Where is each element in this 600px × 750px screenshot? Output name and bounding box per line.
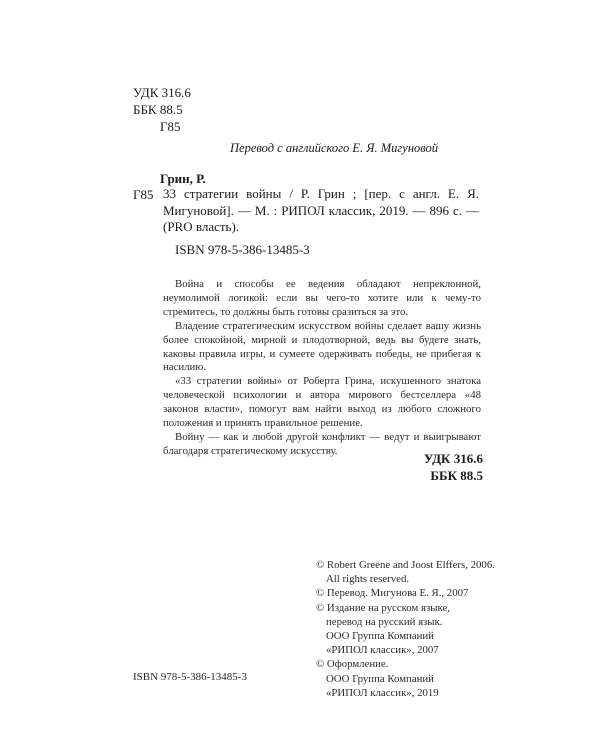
author-code-left: Г85 [133, 187, 154, 202]
udk-code-bottom: УДК 316.6 [423, 451, 483, 466]
bibliographic-description: 33 стратегии войны / Р. Грин ; [пер. с англ. Е. Я. Мигуновой]. — М. : РИПОЛ классик, 2019. — 896 с. — (PRO власть). [163, 186, 479, 234]
copyright-line: «РИПОЛ классик», 2007 [326, 644, 439, 657]
udk-code: УДК 316.6 [133, 85, 191, 100]
isbn-main: ISBN 978-5-386-13485-3 [175, 242, 310, 257]
author-name: Грин, Р. [160, 171, 206, 186]
annotation-paragraph: Владение стратегическим искусством войны сделает вашу жизнь более спокойной, мирной и плодотворной, ведь вы будете знать, каковы правила игры, и сумеете одерживать победы, не прибегая к насилию. [163, 319, 481, 374]
udk-block-bottom [400, 450, 483, 484]
copyright-line: «РИПОЛ классик», 2019 [326, 686, 439, 699]
udk-block-top [133, 84, 191, 135]
annotation-paragraph: Войну — как и любой другой конфликт — ведут и выигрывают благодаря стратегическому искусству. [163, 430, 481, 457]
translator-line: Перевод с английского Е. Я. Мигуновой [230, 141, 439, 155]
copyright-line: ООО Группа Компаний [326, 630, 434, 643]
copyright-line: ООО Группа Компаний [326, 672, 434, 685]
isbn-bottom: ISBN 978-5-386-13485-3 [133, 671, 247, 683]
copyright-line: © Издание на русском языке, [316, 601, 450, 614]
copyright-line: All rights reserved. [326, 573, 410, 586]
bbk-code-bottom: ББК 88.5 [430, 468, 483, 483]
copyright-line: перевод на русский язык. [326, 615, 443, 628]
annotation [163, 278, 481, 459]
copyright-block [316, 558, 516, 700]
copyright-line: © Robert Greene and Joost Elffers, 2006. [316, 559, 495, 571]
annotation-paragraph: Война и способы ее ведения обладают непреклонной, неумолимой логикой: если вы чего-то хотите или к чему-то стремитесь, то должны быть готовы сразиться за это. [163, 278, 481, 318]
copyright-line: © Перевод. Мигунова Е. Я., 2007 [316, 587, 469, 600]
annotation-paragraph: «33 стратегии войны» от Роберта Грина, искушенного знатока человеческой психологии и автора мирового бестселлера «48 законов власти», помогут вам найти выход из любого сложного положения и принять правильное решение. [163, 375, 481, 430]
author-sign-code: Г85 [160, 119, 181, 134]
bbk-code: ББК 88.5 [133, 102, 183, 117]
copyright-line: © Оформление. [316, 658, 389, 671]
